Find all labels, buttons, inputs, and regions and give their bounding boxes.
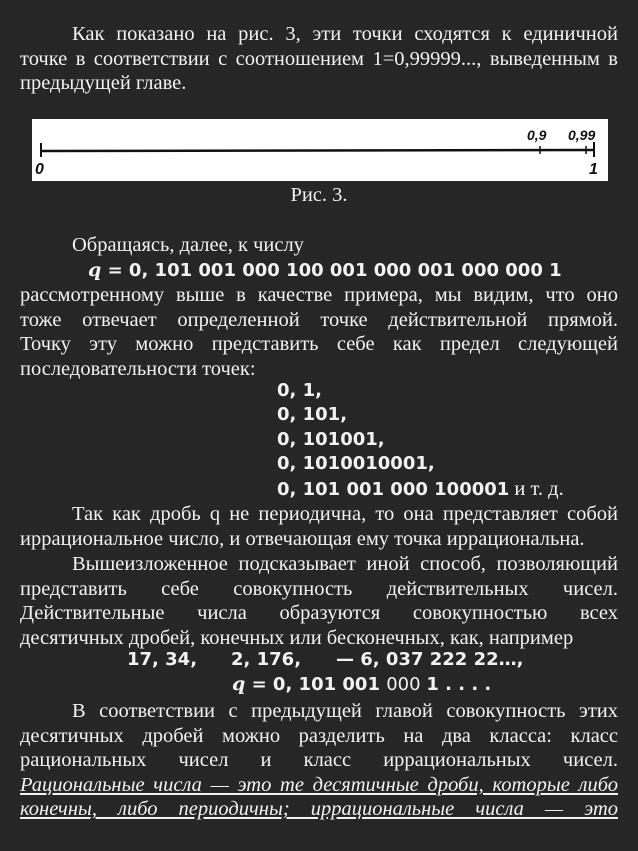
para1-line-4: тоже отвечает определенной точке действительной прямой. [20,308,618,331]
paragraph-4 [20,699,618,822]
number-line-svg [32,119,608,181]
q-variable-2: q [232,673,246,695]
sequence-item: 0, 101001, [277,428,385,450]
sequence-list [277,379,564,501]
para3-line-1: Вышеизложенное подсказывает иной способ, позволяющий [72,553,618,575]
q-repeat-formula [232,672,491,698]
sequence-item-last: 0, 101 001 000 100001 и т. д. [277,477,564,500]
paragraph-3 [20,552,618,650]
para4-line-2: десятичных дробей можно разделить на два класса: класс [20,724,618,747]
sequence-item: 0, 1, [277,380,322,401]
example-1: 17, 34, [127,649,198,670]
para2-line-2: иррациональное число, и отвечающая ему точка иррациональна. [20,527,585,550]
para2-line-1: Так как дробь q не периодична, то она представляет собой [72,503,618,525]
number-line-figure [32,119,608,181]
label-1: 1 [589,161,598,178]
para4-line-3: рациональных чисел и класс иррациональных чисел. [20,749,618,772]
para1-line-3: рассмотренному выше в качестве примера, мы видим, что оно [20,284,618,307]
para4-line-4: Рациональные числа — это те десятичные дроби, которые либо [20,773,618,796]
para4-line-1: В соответствии с предыдущей главой совокупность этих [72,700,618,722]
example-3: — 6, 037 222 22…, [336,649,524,670]
paragraph-1 [20,233,618,382]
q-plain-2: 000 [386,674,427,695]
para3-line-2: представить себе совокупность действительных чисел. [20,577,618,600]
q-formula [20,258,618,284]
paragraph-2 [20,502,618,551]
sequence-item: 0, 1010010001, [277,453,435,475]
q-end-2: 1 . . . . [426,674,492,695]
figure-caption: Рис. 3. [290,184,348,206]
para3-line-4: десятичных дробей, конечных или бесконечных, как, например [20,626,574,649]
para1-line-5: Точку эту можно представить себе как предел следующей [20,333,618,356]
example-2: 2, 176, [231,649,302,670]
number-line [40,150,595,151]
q-equals-2: = [245,674,273,695]
intro-line-1: Как показано на рис. 3, эти точки сходятся к единичной [72,23,618,45]
intro-line-2: точке в соответствии с соотношением 1=0,99999..., выведенным в [20,47,618,70]
para1-line-1: Обращаясь, далее, к числу [72,234,304,256]
sequence-tail: и т. д. [509,477,564,500]
q-value-2: 0, 101 001 [272,674,387,695]
label-0-9: 0,9 [527,127,547,143]
sequence-item: 0, 101, [277,404,348,426]
para1-line-6: последовательности точек: [20,357,256,380]
para3-line-3: Действительные числа образуются совокупностью всех [20,602,618,625]
label-0: 0 [35,161,44,178]
q-value: 0, 101 001 000 100 001 000 001 000 000 1 [128,259,562,281]
para4-line-5: конечны, либо периодичны; иррациональные числа — это [20,798,618,821]
q-variable: q [88,258,102,281]
q-equals: = [101,259,129,281]
intro-line-3: предыдущей главе. [20,72,187,95]
label-0-99: 0,99 [568,127,596,143]
text-page [20,22,618,96]
